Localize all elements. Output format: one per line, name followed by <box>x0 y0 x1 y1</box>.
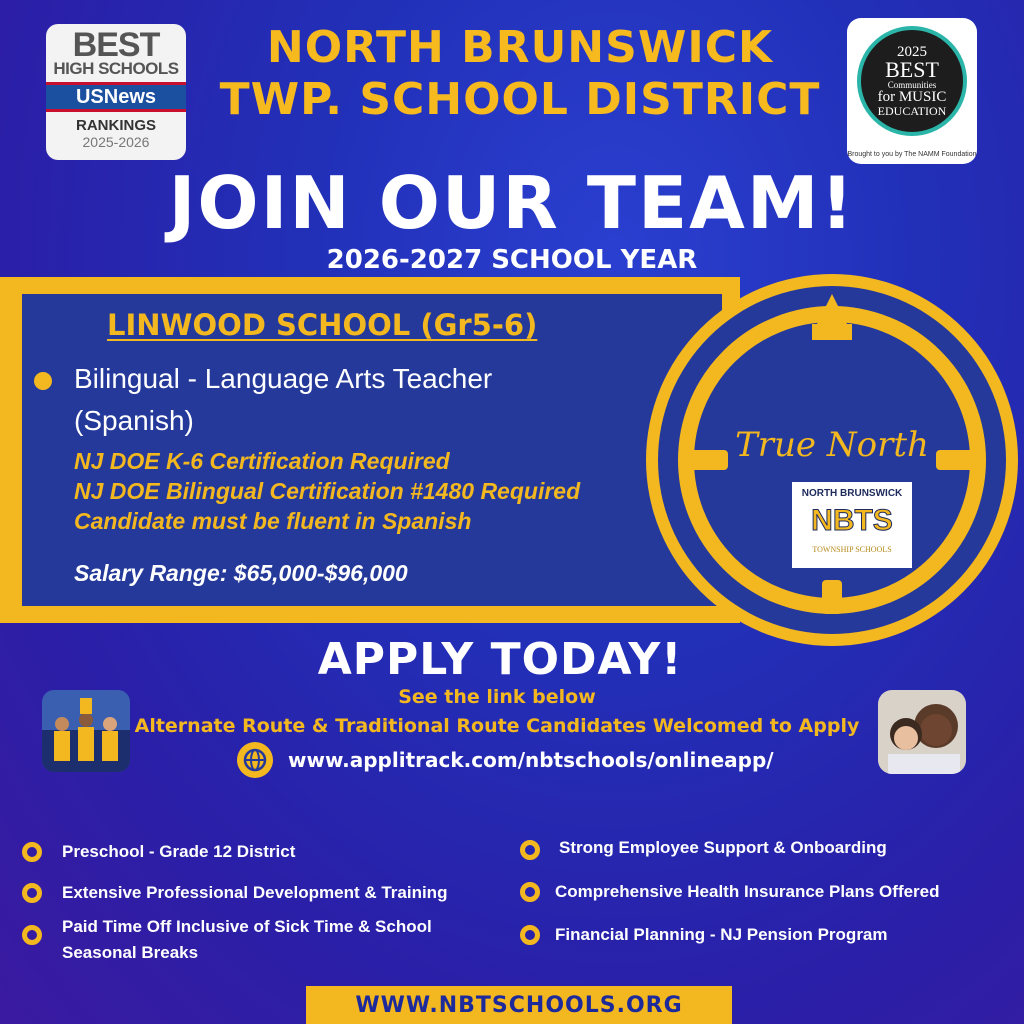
benefit-item: Strong Employee Support & Onboarding <box>559 838 887 857</box>
benefit-bullet <box>22 883 42 903</box>
district-line-2: TWP. SCHOOL DISTRICT <box>219 74 821 125</box>
nbts-abbr: NBTS <box>811 504 893 537</box>
globe-icon <box>236 741 274 779</box>
benefit-bullet <box>22 842 42 862</box>
namm-footer: Brought to you by The NAMM Foundation <box>847 151 977 158</box>
usnews-years: 2025-2026 <box>82 134 150 150</box>
benefit-item-continued: Seasonal Breaks <box>62 943 199 962</box>
benefit-item: Preschool - Grade 12 District <box>62 842 296 861</box>
namm-year: 2025 <box>897 44 927 60</box>
usnews-high-schools: HIGH SCHOOLS <box>53 59 179 78</box>
headline: JOIN OUR TEAM! <box>168 161 856 245</box>
benefit-item: Financial Planning - NJ Pension Program <box>555 925 888 944</box>
namm-best: BEST <box>885 57 939 82</box>
requirement-item: NJ DOE K-6 Certification Required <box>74 448 450 474</box>
motto-text: True North <box>735 425 929 465</box>
usnews-brand: USNews <box>46 82 186 112</box>
namm-seal <box>857 26 967 136</box>
requirement-item: Candidate must be fluent in Spanish <box>74 508 472 534</box>
benefit-item: Paid Time Off Inclusive of Sick Time & School <box>62 917 432 936</box>
district-line-1: NORTH BRUNSWICK <box>266 22 774 73</box>
benefit-item: Comprehensive Health Insurance Plans Offered <box>555 882 940 901</box>
compass-east-tick <box>936 450 976 470</box>
website-footer[interactable]: WWW.NBTSCHOOLS.ORG <box>306 986 732 1024</box>
salary-range: Salary Range: $65,000-$96,000 <box>74 560 408 586</box>
benefit-bullet <box>520 882 540 902</box>
compass-north-stem <box>812 324 852 340</box>
benefit-bullet <box>520 925 540 945</box>
nbts-org: NORTH BRUNSWICK <box>801 488 903 499</box>
students-photo <box>878 690 966 774</box>
school-year: 2026-2027 SCHOOL YEAR <box>326 245 698 275</box>
benefit-item: Extensive Professional Development & Training <box>62 883 448 902</box>
application-url[interactable]: www.applitrack.com/nbtschools/onlineapp/ <box>288 748 774 772</box>
position-line-2: (Spanish) <box>74 405 194 436</box>
usnews-rankings: RANKINGS <box>75 117 156 134</box>
benefit-bullet <box>520 840 540 860</box>
requirement-item: NJ DOE Bilingual Certification #1480 Required <box>74 478 581 504</box>
apply-title: APPLY TODAY! <box>317 634 683 685</box>
position-line-1: Bilingual - Language Arts Teacher <box>74 363 493 394</box>
school-name: LINWOOD SCHOOL (Gr5-6) <box>107 308 538 342</box>
us-news-badge <box>46 24 186 160</box>
nbts-sub: TOWNSHIP SCHOOLS <box>812 545 892 554</box>
namm-communities: Communities <box>887 80 937 90</box>
compass-west-tick <box>688 450 728 470</box>
namm-for-music: for MUSIC <box>877 89 947 105</box>
see-link-text: See the link below <box>398 686 596 708</box>
namm-education: EDUCATION <box>877 104 947 118</box>
true-north-logo <box>640 268 1024 652</box>
position-bullet <box>34 372 52 390</box>
requirements-list <box>74 446 674 536</box>
graduates-photo <box>42 690 130 772</box>
benefit-bullet <box>22 925 42 945</box>
compass-south-tick <box>822 580 842 614</box>
usnews-best: BEST <box>72 26 160 64</box>
district-title <box>200 22 840 126</box>
namm-badge <box>847 18 977 164</box>
position-title <box>74 358 594 442</box>
routes-text: Alternate Route & Traditional Route Candidates Welcomed to Apply <box>134 715 860 737</box>
compass-graphic <box>640 268 1024 652</box>
